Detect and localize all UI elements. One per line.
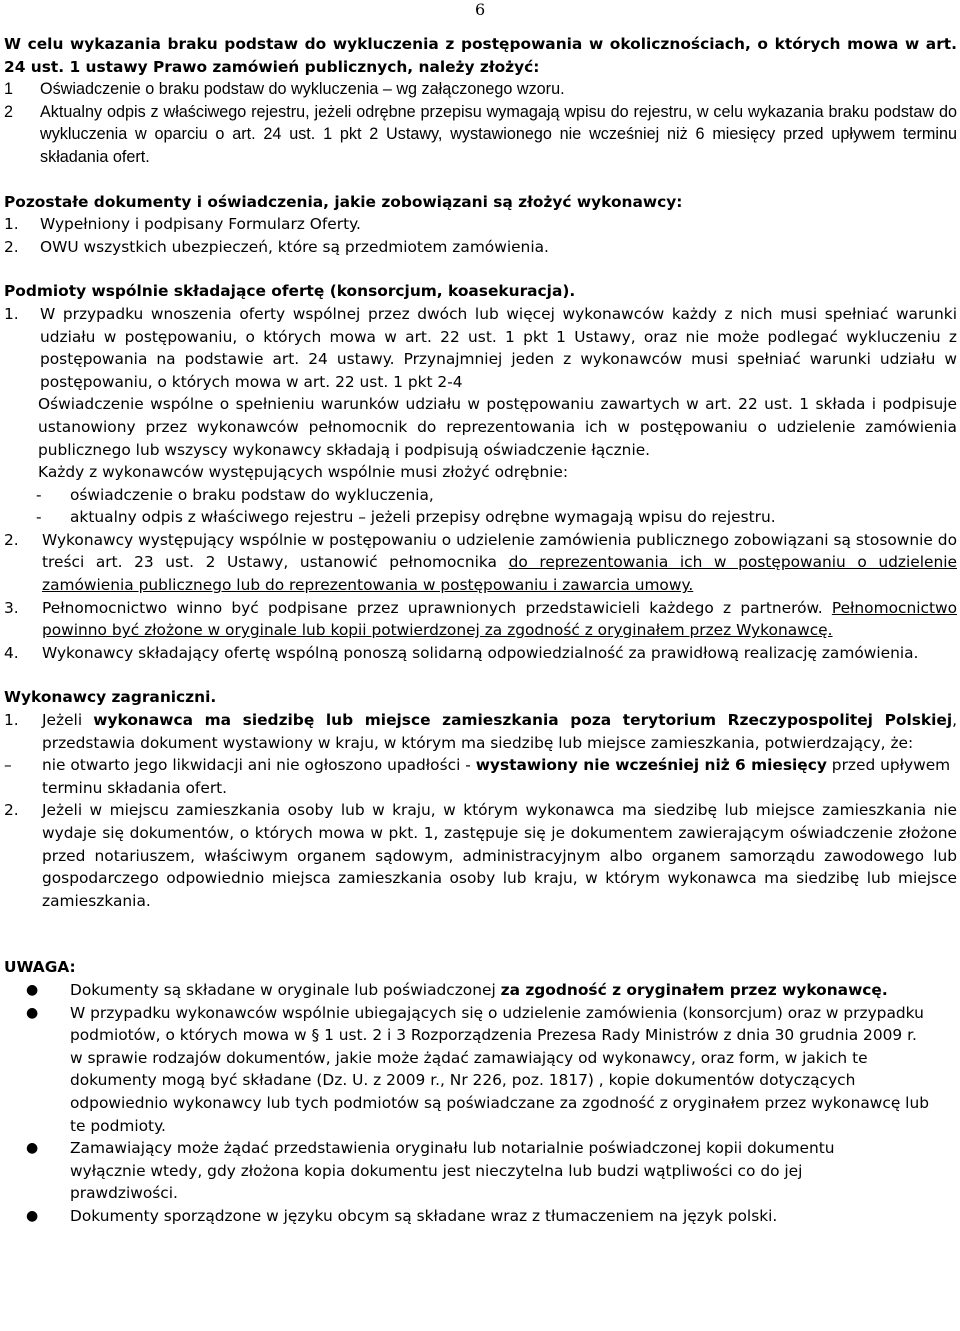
section-heading-other-documents: Pozostałe dokumenty i oświadczenia, jakie zobowiązani są złożyć wykonawcy: <box>4 192 683 211</box>
list-item: 1. Jeżeli wykonawca ma siedzibę lub miejsce zamieszkania poza terytorium Rzeczypospolitej Polskiej, przedstawia dokument wystawiony w kraju, w którym ma siedzibę lub miejsce zamieszkania, potwierdzający, że: <box>4 711 958 752</box>
list-item: 2. Jeżeli w miejscu zamieszkania osoby lub w kraju, w którym wykonawca ma siedzibę lub miejsce zamieszkania nie wydaje się dokumentów, o których mowa w pkt. 1, zastępuje się je dokumentem zawierającym oświadczenie złożone przed notariuszem, właściwym organem sądowym, administracyjnym albo organem samorządu zawodowego lub gospodarczego odpowiednio miejsca zamieszkania osoby lub kraju, w którym wykonawca ma siedzibę lub miejsce zamieszkania. <box>4 801 957 910</box>
section-heading-exclusion: W celu wykazania braku podstaw do wykluczenia z postępowania w okolicznościach, o których mowa w art. 24 ust. 1 ustawy Prawo zamówień publicznych, należy złożyć: <box>4 35 957 76</box>
bullet-item: ● Zamawiający może żądać przedstawienia oryginału lub notarialnie poświadczonej kopii dokumentu wyłącznie wtedy, gdy złożona kopia dokumentu jest nieczytelna lub budzi wątpliwości co do jej prawdziwości. <box>26 1139 835 1203</box>
list-item: 3. Pełnomocnictwo winno być podpisane przez uprawnionych przedstawicieli każdego z partnerów. Pełnomocnictwo powinno być złożone w oryginale lub kopii potwierdzonej za zgodność z oryginałem przez Wykonawcę. <box>4 598 957 640</box>
dash-item: – nie otwarto jego likwidacji ani nie ogłoszono upadłości - wystawiony nie wcześniej niż 6 miesięcy przed upływem terminu składania ofert. <box>4 756 951 797</box>
list-item: 1. Wypełniony i podpisany Formularz Oferty. <box>4 215 361 234</box>
paragraph: Każdy z wykonawców występujących wspólnie musi złożyć odrębnie: <box>38 463 569 482</box>
list-item: 2. Wykonawcy występujący wspólnie w postępowaniu o udzielenie zamówienia publicznego zobowiązani są stosownie do treści art. 23 ust. 2 Ustawy, ustanowić pełnomocnika do reprezentowania ich w postępowaniu o udzielenie zamówienia publicznego lub do reprezentowania w postępowaniu i zawarcia umowy. <box>4 530 957 595</box>
document-page <box>4 0 957 1228</box>
section-heading-foreign: Wykonawcy zagraniczni. <box>4 688 217 707</box>
list-item: 1 Oświadczenie o braku podstaw do wykluczenia – wg załączonego wzoru. <box>4 80 565 99</box>
bullet-item: ● W przypadku wykonawców wspólnie ubiegających się o udzielenie zamówienia (konsorcjum) oraz w przypadku podmiotów, o których mowa w § 1 ust. 2 i 3 Rozporządzenia Prezesa Rady Ministrów z dnia 30 grudnia 2009 r. w sprawie rodzajów dokumentów, jakie może żądać zamawiający od wykonawcy, oraz form, w jakich te dokumenty mogą być składane (Dz. U. z 2009 r., Nr 226, poz. 1817) , kopie dokumentów dotyczących odpowiednio wykonawcy lub tych podmiotów są poświadczane za zgodność z oryginałem przez wykonawcę lub te podmioty. <box>26 1003 929 1135</box>
list-item: 2 Aktualny odpis z właściwego rejestru, jeżeli odrębne przepisu wymagają wpisu do rejestru, w celu wykazania braku podstaw do wykluczenia w oparciu o art. 24 ust. 1 pkt 2 Ustawy, wystawionego nie wcześniej niż 6 miesięcy przed upływem terminu składania ofert. <box>4 102 957 166</box>
list-item: 1. W przypadku wnoszenia oferty wspólnej przez dwóch lub więcej wykonawców każdy z nich musi spełniać warunki udziału w postępowaniu, o których mowa w art. 22 ust. 1 pkt 1 Ustawy, oraz nie może podlegać wykluczeniu z postępowania na podstawie art. 24 ustawy. Przynajmniej jeden z wykonawców musi spełniać warunki udziału w postępowaniu, o których mowa w art. 22 ust. 1 pkt 2-4 <box>4 304 957 391</box>
list-item: 2. OWU wszystkich ubezpieczeń, które są przedmiotem zamówienia. <box>4 237 549 256</box>
section-heading-consortium: Podmioty wspólnie składające ofertę (konsorcjum, koasekuracja). <box>4 282 576 301</box>
bullet-item: ● Dokumenty sporządzone w języku obcym są składane wraz z tłumaczeniem na język polski. <box>26 1206 778 1225</box>
section-heading-note: UWAGA: <box>4 958 76 977</box>
bullet-item: ● Dokumenty są składane w oryginale lub poświadczonej za zgodność z oryginałem przez wykonawcę. <box>26 980 888 999</box>
paragraph: Oświadczenie wspólne o spełnieniu warunków udziału w postępowaniu zawartych w art. 22 ust. 1 składa i podpisuje ustanowiony przez wykonawców pełnomocnik do reprezentowania ich w postępowaniu o udzielenie zamówienia publicznego lub wszyscy wykonawcy składają i podpisują oświadczenie łącznie. <box>38 395 957 459</box>
dash-item: - aktualny odpis z właściwego rejestru – jeżeli przepisy odrębne wymagają wpisu do rejestru. <box>36 508 776 527</box>
page-number: 6 <box>475 0 486 19</box>
list-item: 4. Wykonawcy składający ofertę wspólną ponoszą solidarną odpowiedzialność za prawidłową realizację zamówienia. <box>4 643 919 662</box>
dash-item: - oświadczenie o braku podstaw do wykluczenia, <box>36 485 434 504</box>
